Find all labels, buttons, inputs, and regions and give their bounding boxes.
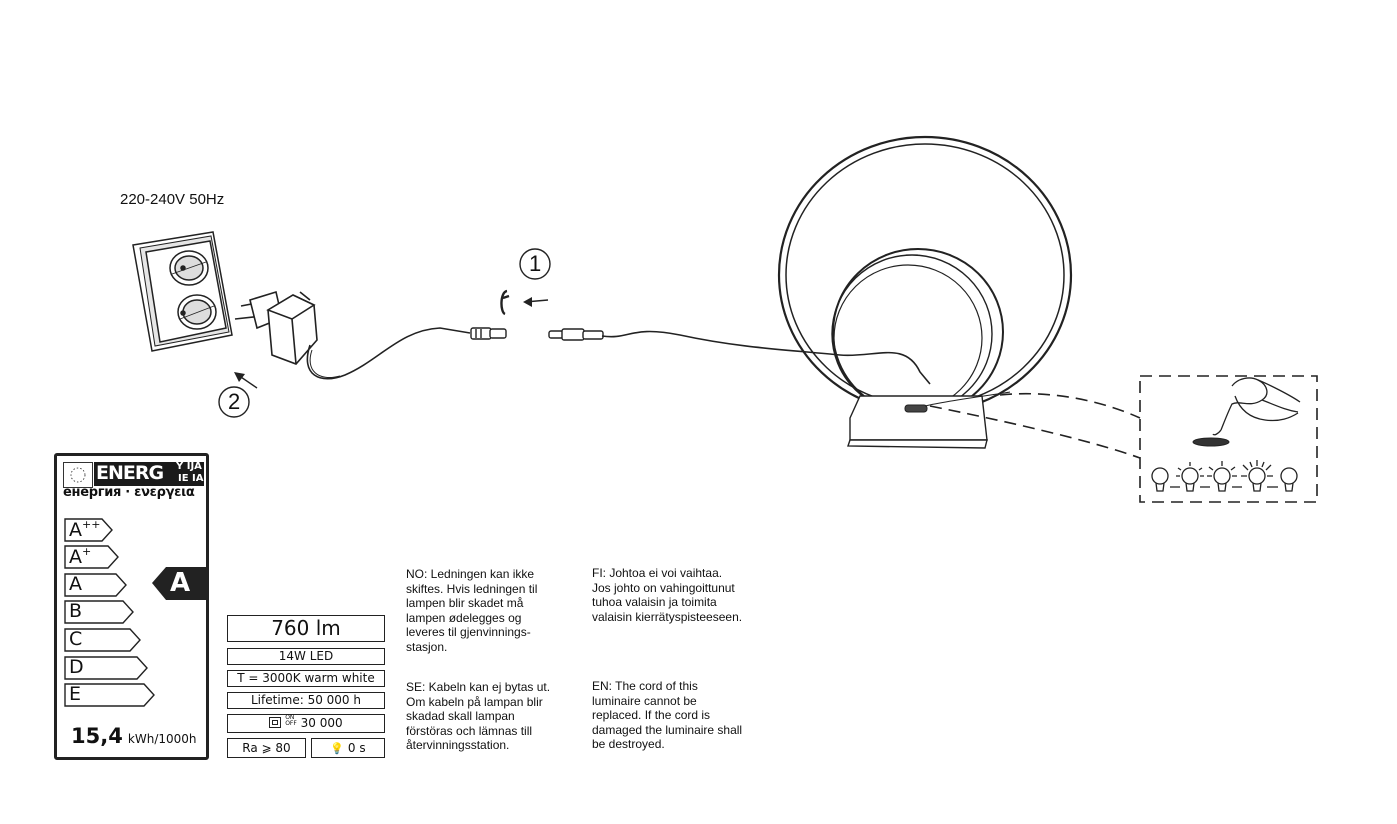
energy-header-box: [94, 462, 204, 486]
connector-tip-icon: [501, 291, 509, 314]
adapter-cord: [307, 328, 470, 379]
energy-header-sub: IE IA: [178, 473, 204, 484]
switch-cycles-box: [227, 714, 385, 733]
lamp-cord: [602, 331, 930, 384]
energy-label: ENERG Y IJA IE IA енергия · ενεργεια A++ A+ A B C D E A 15,4 kWh/1000h: [54, 453, 209, 760]
switch-off-label: OFF: [285, 720, 297, 727]
bulb-off-icon: [1281, 468, 1297, 491]
wall-socket-icon: [133, 232, 232, 351]
energy-header-main: ENERG: [96, 462, 164, 484]
step-number: 1: [529, 251, 542, 276]
arrow-icon: [523, 297, 532, 307]
energy-consumption: 15,4 kWh/1000h: [71, 724, 197, 748]
energy-header-multilang: енергия · ενεργεια: [63, 485, 195, 500]
power-adapter-icon: [235, 292, 317, 364]
warmup-value: 0 s: [347, 741, 366, 755]
bulb-dim-icon: [1176, 462, 1204, 491]
dimming-sequence: [1152, 460, 1297, 491]
step-number: 2: [228, 389, 241, 414]
warmup-bulb-icon: 💡: [330, 742, 345, 755]
note-en: EN: The cord of this luminaire cannot be replaced. If the cord is damaged the luminaire shall be destroyed.: [592, 679, 743, 751]
cri-box: Ra ⩾ 80: [227, 738, 306, 758]
note-fi: FI: Johtoa ei voi vaihtaa. Jos johto on vahingoittunut tuhoa valaisin ja toimita valaisin kierrätyspisteeseen.: [592, 566, 743, 624]
color-temp-box: T = 3000K warm white: [227, 670, 385, 687]
lumen-box: 760 lm: [227, 615, 385, 642]
power-box: 14W LED: [227, 648, 385, 665]
touch-button-icon: [1193, 438, 1229, 446]
bulb-off-icon: [1152, 468, 1168, 491]
switch-on-label: ON: [285, 714, 295, 721]
hand-icon: [1213, 378, 1300, 435]
warmup-box: [311, 738, 385, 758]
note-se: SE: Kabeln kan ej bytas ut. Om kabeln på lampan blir skadad skall lampan förstöras och lämnas till återvinningsstation.: [406, 680, 551, 752]
lifetime-box: Lifetime: 50 000 h: [227, 692, 385, 709]
switch-icon: [269, 717, 281, 728]
arrow-icon: [234, 372, 245, 382]
note-no: NO: Ledningen kan ikke skiftes. Hvis ledningen til lampen blir skadet må lampen ødelegges og leveres til gjenvinnings- stasjon.: [406, 567, 538, 654]
energy-header-sub: Y IJA: [176, 461, 202, 472]
male-connector-icon: [549, 329, 603, 340]
switch-cycles-value: 30 000: [300, 716, 343, 730]
voltage-label: 220-240V 50Hz: [120, 191, 225, 208]
energy-rating-badge: A: [152, 567, 208, 600]
ring-lamp-icon: [779, 137, 1071, 448]
female-connector-icon: [471, 328, 506, 339]
